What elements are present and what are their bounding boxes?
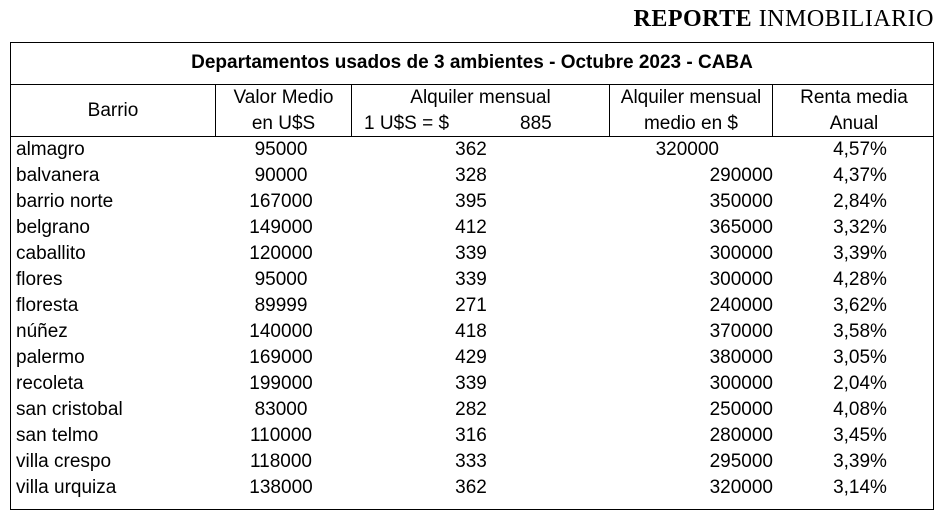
cell-alquiler-usd: 418 [455, 321, 487, 342]
brand-light: INMOBILIARIO [758, 6, 934, 32]
table-row [11, 137, 933, 163]
cell-alquiler-usd: 362 [455, 139, 487, 160]
table-body [11, 137, 933, 501]
table-row [11, 423, 933, 449]
cell-renta: 4,57% [833, 139, 887, 160]
table-row [11, 267, 933, 293]
cell-renta: 3,39% [833, 243, 887, 264]
header-alquiler-ars [610, 85, 773, 136]
cell-alquiler-ars: 300000 [709, 373, 773, 394]
table-row [11, 319, 933, 345]
header-alqars-line1: Alquiler mensual [620, 87, 762, 108]
cell-valor: 199000 [249, 373, 313, 394]
header-alq-line1: Alquiler mensual [410, 87, 551, 108]
cell-renta: 3,05% [833, 347, 887, 368]
rent-table [10, 42, 934, 510]
cell-alquiler-ars: 350000 [709, 191, 773, 212]
brand-logo [634, 6, 934, 33]
cell-barrio: recoleta [16, 373, 84, 394]
cell-renta: 3,45% [833, 425, 887, 446]
cell-barrio: belgrano [16, 217, 90, 238]
cell-valor: 83000 [254, 399, 308, 420]
brand-strong: REPORTE [633, 6, 753, 32]
header-renta [773, 85, 935, 136]
cell-alquiler-usd: 429 [455, 347, 487, 368]
cell-alquiler-usd: 316 [455, 425, 487, 446]
table-title: Departamentos usados de 3 ambientes - Octubre 2023 - CABA [11, 43, 933, 85]
header-alq-rate-label: 1 U$S = $ [364, 113, 450, 134]
cell-renta: 4,08% [833, 399, 887, 420]
table-row [11, 449, 933, 475]
header-alq-line2 [352, 111, 609, 137]
cell-barrio: palermo [16, 347, 85, 368]
cell-renta: 2,84% [833, 191, 887, 212]
cell-barrio: san cristobal [16, 399, 123, 420]
cell-barrio: floresta [16, 295, 79, 316]
table-row [11, 371, 933, 397]
table-row [11, 293, 933, 319]
cell-alquiler-usd: 282 [455, 399, 487, 420]
cell-valor: 118000 [250, 451, 312, 472]
header-valor-line2: en U$S [251, 113, 316, 134]
cell-renta: 3,58% [833, 321, 887, 342]
cell-barrio: almagro [16, 139, 85, 160]
cell-barrio: villa urquiza [16, 477, 117, 498]
cell-alquiler-usd: 339 [455, 243, 487, 264]
header-alqars-line2: medio en $ [643, 113, 738, 134]
cell-valor: 167000 [249, 191, 313, 212]
cell-valor: 95000 [254, 139, 308, 160]
header-valor [216, 85, 352, 136]
cell-alquiler-ars: 300000 [709, 243, 773, 264]
cell-alquiler-usd: 362 [455, 477, 487, 498]
cell-valor: 149000 [249, 217, 313, 238]
header-barrio: Barrio [11, 85, 216, 136]
table-row [11, 241, 933, 267]
cell-alquiler-usd: 339 [455, 269, 487, 290]
cell-valor: 120000 [249, 243, 313, 264]
cell-renta: 4,28% [833, 269, 887, 290]
cell-alquiler-usd: 328 [455, 165, 487, 186]
table-row [11, 397, 933, 423]
cell-renta: 3,32% [833, 217, 887, 238]
cell-barrio: barrio norte [16, 191, 114, 212]
cell-alquiler-ars: 240000 [709, 295, 773, 316]
table-row [11, 189, 933, 215]
table-row [11, 163, 933, 189]
cell-alquiler-usd: 412 [455, 217, 487, 238]
cell-alquiler-ars: 280000 [709, 425, 773, 446]
cell-renta: 2,04% [833, 373, 887, 394]
cell-renta: 3,62% [833, 295, 887, 316]
cell-alquiler-ars: 320000 [709, 477, 773, 498]
cell-valor: 90000 [254, 165, 308, 186]
header-alq-rate-value: 885 [520, 113, 552, 134]
header-alquiler-usd [352, 85, 610, 136]
cell-barrio: balvanera [16, 165, 100, 186]
cell-alquiler-ars: 290000 [709, 165, 773, 186]
cell-renta: 4,37% [833, 165, 887, 186]
cell-alquiler-usd: 333 [455, 451, 487, 472]
header-valor-line1: Valor Medio [233, 87, 334, 108]
cell-valor: 138000 [249, 477, 313, 498]
cell-alquiler-ars: 370000 [709, 321, 773, 342]
cell-barrio: flores [16, 269, 63, 290]
header-renta-line1: Renta media [800, 87, 908, 108]
cell-barrio: núñez [16, 321, 68, 342]
table-row [11, 475, 933, 501]
cell-renta: 3,14% [833, 477, 887, 498]
table-header [11, 85, 933, 137]
cell-alquiler-ars: 365000 [709, 217, 773, 238]
cell-renta: 3,39% [833, 451, 887, 472]
cell-valor: 110000 [250, 425, 312, 446]
cell-alquiler-usd: 271 [455, 295, 487, 316]
cell-barrio: villa crespo [16, 451, 112, 472]
cell-valor: 89999 [254, 295, 308, 316]
table-row [11, 345, 933, 371]
cell-alquiler-ars: 295000 [709, 451, 773, 472]
cell-barrio: caballito [16, 243, 86, 264]
cell-alquiler-ars: 320000 [655, 139, 719, 160]
cell-barrio: san telmo [16, 425, 99, 446]
table-row [11, 215, 933, 241]
cell-alquiler-usd: 339 [455, 373, 487, 394]
cell-alquiler-ars: 250000 [709, 399, 773, 420]
cell-valor: 140000 [249, 321, 313, 342]
cell-valor: 95000 [254, 269, 308, 290]
cell-alquiler-usd: 395 [455, 191, 487, 212]
cell-valor: 169000 [249, 347, 313, 368]
cell-alquiler-ars: 380000 [709, 347, 773, 368]
cell-alquiler-ars: 300000 [709, 269, 773, 290]
header-renta-line2: Anual [829, 113, 879, 134]
